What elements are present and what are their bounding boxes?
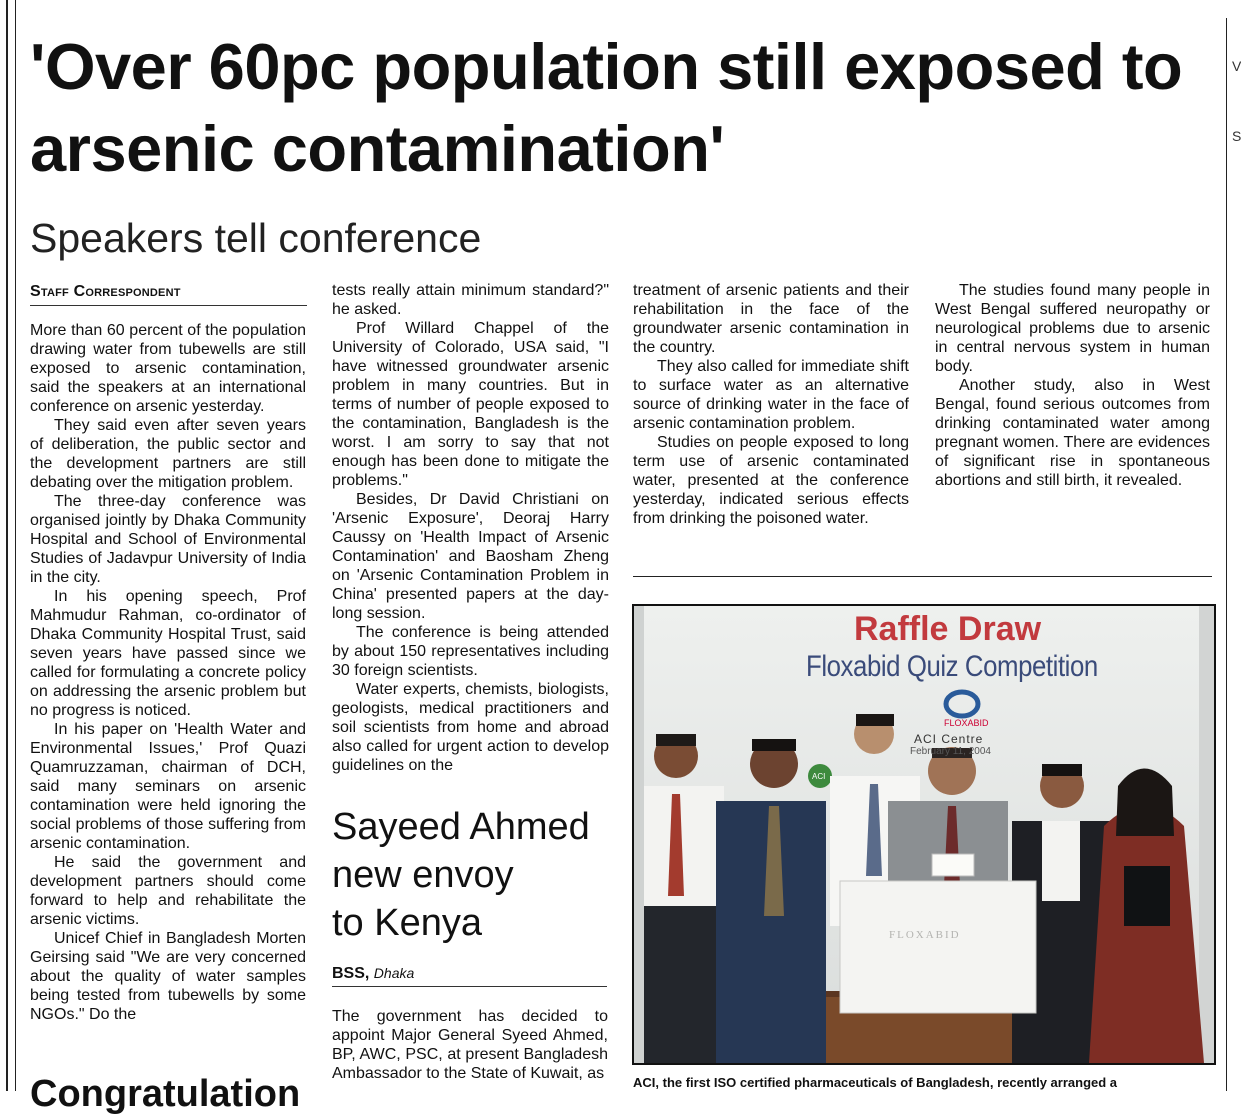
clipped-neighbor-text: V	[1232, 58, 1241, 74]
svg-text:ACI: ACI	[812, 772, 826, 781]
paragraph: The conference is being attended by about 150 representatives including 30 foreign scientists.	[332, 624, 609, 679]
paragraph: In his opening speech, Prof Mahmudur Rahman, co-ordinator of Dhaka Community Hospital Trust, said seven years have passed since we called for formulating a concrete policy on addressing the arsenic problem but no progress is noticed.	[30, 588, 306, 719]
banner-venue: ACI Centre	[914, 732, 984, 746]
banner-brand: FLOXABID	[944, 718, 989, 728]
article-column-2	[332, 281, 609, 775]
left-inner-rule	[15, 0, 16, 1091]
raffle-box-label: FLOXABID	[889, 929, 961, 941]
envoy-headline-line: new envoy	[332, 854, 514, 896]
banner-title: Raffle Draw	[854, 610, 1042, 648]
byline-agency: BSS,	[332, 965, 370, 982]
envoy-headline	[332, 803, 590, 947]
paragraph: The government has decided to appoint Major General Syeed Ahmed, BP, AWC, PSC, at present Bangladesh Ambassador to the State of Kuwait, as	[332, 1008, 608, 1082]
paragraph: They said even after seven years of deliberation, the public sector and the development partners are still debating over the mitigation problem.	[30, 417, 306, 491]
clipped-bottom-heading: Congratulation	[30, 1073, 301, 1115]
paragraph: Studies on people exposed to long term use of arsenic contaminated water, presented at the conference yesterday, indicated serious effects from drinking the poisoned water.	[633, 434, 909, 527]
headline: 'Over 60pc population still exposed to arsenic contamination'	[30, 30, 1183, 185]
paragraph: More than 60 percent of the population drawing water from tubewells are still exposed to arsenic contamination, said the speakers at an international conference on arsenic yesterday.	[30, 322, 306, 415]
paragraph: Prof Willard Chappel of the University of Colorado, USA said, "I have witnessed groundwater arsenic problem in many countries. But in terms of number of people exposed to the contamination, Bangladesh is the worst. I am sorry to say that not enough has been done to mitigate the problems."	[332, 320, 609, 489]
raffle-box	[840, 881, 1036, 1013]
paragraph: treatment of arsenic patients and their rehabilitation in the face of the groundwater arsenic contamination in the country.	[633, 282, 909, 356]
byline-rule	[30, 305, 307, 306]
paragraph: The three-day conference was organised jointly by Dhaka Community Hospital and School of Environmental Studies of Jadavpur University of India in the city.	[30, 493, 306, 586]
left-border-rule	[6, 0, 8, 1091]
paragraph: They also called for immediate shift to surface water as an alternative source of drinking water in the face of arsenic contamination problem.	[633, 358, 909, 432]
paragraph: Another study, also in West Bengal, found serious outcomes from drinking contaminated water among pregnant women. There are evidences of significant rise in spontaneous abortions and still birth, it revealed.	[935, 377, 1210, 489]
article-column-3	[633, 281, 909, 528]
photo-caption: ACI, the first ISO certified pharmaceuticals of Bangladesh, recently arranged a	[633, 1075, 1118, 1090]
envoy-byline	[332, 965, 414, 983]
paragraph: Water experts, chemists, biologists, geologists, medical practitioners and soil scientists from home and abroad also called for urgent action to develop guidelines on the	[332, 681, 609, 774]
paragraph: He said the government and development partners should come forward to help and rehabilitate the arsenic victims.	[30, 854, 306, 928]
envoy-headline-line: to Kenya	[332, 902, 482, 944]
byline: Staff Correspondent	[30, 283, 181, 300]
paragraph: The studies found many people in West Bengal suffered neuropathy or neurological problems due to arsenic in central nervous system in human body.	[935, 282, 1210, 375]
right-page-rule	[1226, 18, 1227, 1091]
clipped-neighbor-text: S	[1232, 128, 1241, 144]
envoy-headline-line: Sayeed Ahmed	[332, 806, 590, 848]
paragraph: Unicef Chief in Bangladesh Morten Geirsing said "We are very concerned about the quality of water samples being tested from tubewells by some NGOs." Do the	[30, 930, 306, 1023]
section-divider	[633, 576, 1212, 577]
article-column-4	[935, 281, 1210, 490]
subheadline: Speakers tell conference	[30, 215, 482, 261]
envoy-body	[332, 1007, 608, 1083]
article-column-1	[30, 321, 306, 1024]
paragraph: tests really attain minimum standard?" he asked.	[332, 282, 609, 318]
banner-date: February 11, 2004	[910, 746, 991, 757]
paragraph: In his paper on 'Health Water and Environmental Issues,' Prof Quazi Quamruzzaman, chairman of DCH, said many seminars on arsenic contamination were held ignoring the social problems of those suffering from arsenic contamination.	[30, 721, 306, 852]
paragraph: Besides, Dr David Christiani on 'Arsenic Exposure', Deoraj Harry Caussy on 'Health Impact of Arsenic Contamination' and Baosham Zheng on 'Arsenic Contamination Problem in China' presented papers at the day-long session.	[332, 491, 609, 622]
event-photo	[632, 604, 1216, 1065]
byline-place: Dhaka	[373, 965, 415, 981]
envoy-byline-rule	[332, 986, 607, 987]
banner-subtitle: Floxabid Quiz Competition	[806, 650, 1098, 683]
